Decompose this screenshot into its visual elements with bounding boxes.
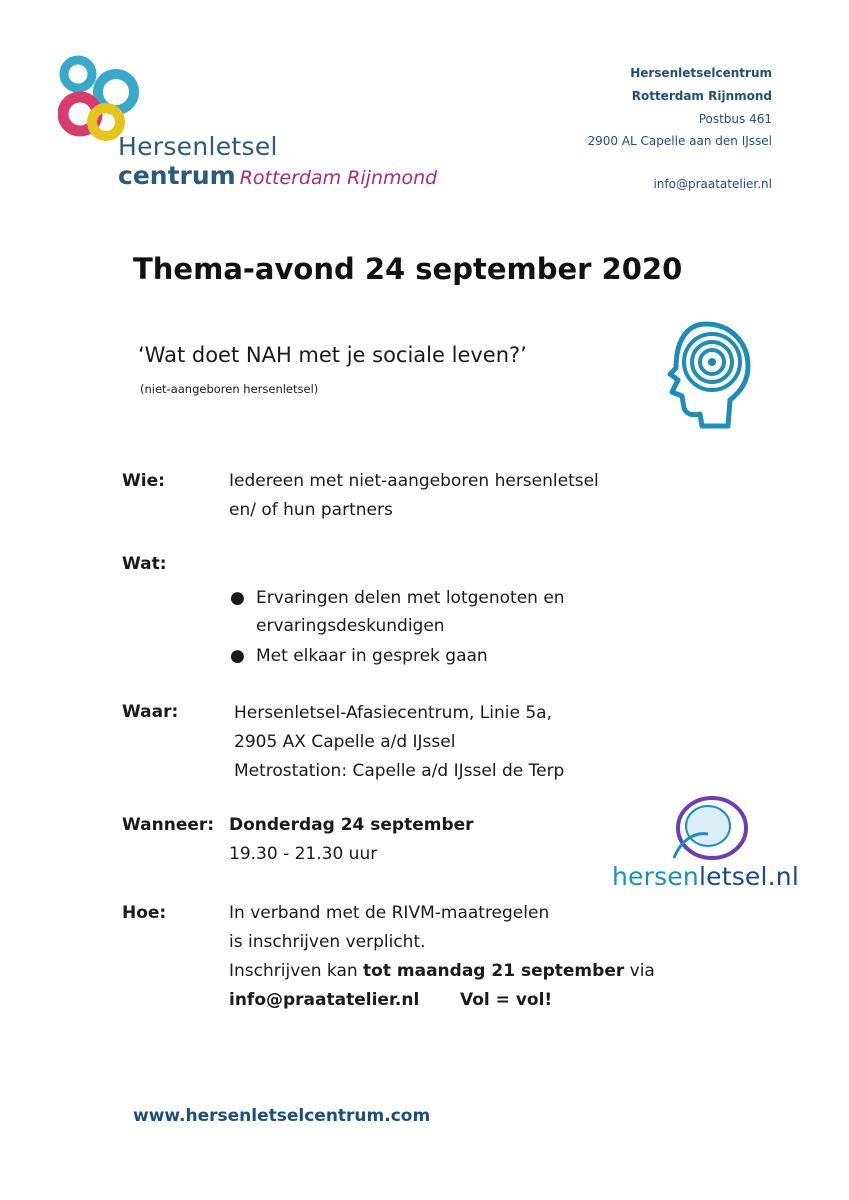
wat-item-1-line2: ervaringsdeskundigen (256, 616, 445, 636)
hoe-vol: Vol = vol! (460, 990, 553, 1010)
logo-text-line1: Hersenletsel (118, 132, 278, 161)
waar-line3: Metrostation: Capelle a/d IJssel de Terp (234, 761, 565, 781)
hoe-line3-post: via (624, 961, 655, 981)
wanneer-date: Donderdag 24 september (229, 815, 474, 835)
website-link[interactable]: www.hersenletselcentrum.com (133, 1106, 431, 1126)
address-city: 2900 AL Capelle aan den IJssel (587, 134, 772, 148)
wanneer-label: Wanneer: (122, 815, 215, 835)
waar-line2: 2905 AX Capelle a/d IJssel (234, 732, 456, 752)
wat-item-2-line1: Met elkaar in gesprek gaan (256, 646, 488, 666)
hoe-line3-pre: Inschrijven kan (229, 961, 364, 981)
wanneer-time: 19.30 - 21.30 uur (229, 844, 378, 864)
wat-item-1 (230, 584, 565, 613)
head-spiral-icon (658, 318, 754, 434)
partner-logo-part1: hersen (612, 862, 699, 891)
partner-logo-text (612, 862, 799, 891)
wat-item-1-line1: Ervaringen delen met lotgenoten en (256, 588, 565, 608)
logo-subtitle: Rotterdam Rijnmond (239, 167, 438, 189)
address-org2: Rotterdam Rijnmond (631, 89, 772, 103)
address-email[interactable]: info@praatatelier.nl (653, 177, 772, 191)
wat-label: Wat: (122, 554, 167, 574)
theme-question-sub: (niet-aangeboren hersenletsel) (140, 382, 319, 396)
hoe-line3 (229, 957, 655, 986)
hoe-line1: In verband met de RIVM-maatregelen (229, 903, 550, 923)
wie-line1: Iedereen met niet-aangeboren hersenletsel (229, 471, 599, 491)
bullet: ● (230, 588, 245, 608)
wie-label: Wie: (122, 471, 165, 491)
logo-text-line2 (118, 161, 437, 190)
address-org1: Hersenletselcentrum (630, 66, 772, 80)
hoe-label: Hoe: (122, 903, 167, 923)
hoe-deadline: tot maandag 21 september (363, 961, 625, 981)
hoe-email[interactable]: info@praatatelier.nl (229, 990, 420, 1010)
address-postbus: Postbus 461 (698, 112, 772, 126)
partner-logo-part3: .nl (767, 862, 799, 891)
wat-item-2 (230, 642, 488, 671)
logo-centrum: centrum (118, 161, 236, 190)
partner-logo-part2: letsel (698, 862, 768, 891)
waar-label: Waar: (122, 702, 179, 722)
page-title: Thema-avond 24 september 2020 (133, 252, 683, 286)
theme-question: ‘Wat doet NAH met je sociale leven?’ (138, 343, 527, 367)
waar-line1: Hersenletsel-Afasiecentrum, Linie 5a, (234, 703, 553, 723)
hoe-line2: is inschrijven verplicht. (229, 932, 426, 952)
bullet: ● (230, 646, 245, 666)
wie-line2: en/ of hun partners (229, 500, 393, 520)
